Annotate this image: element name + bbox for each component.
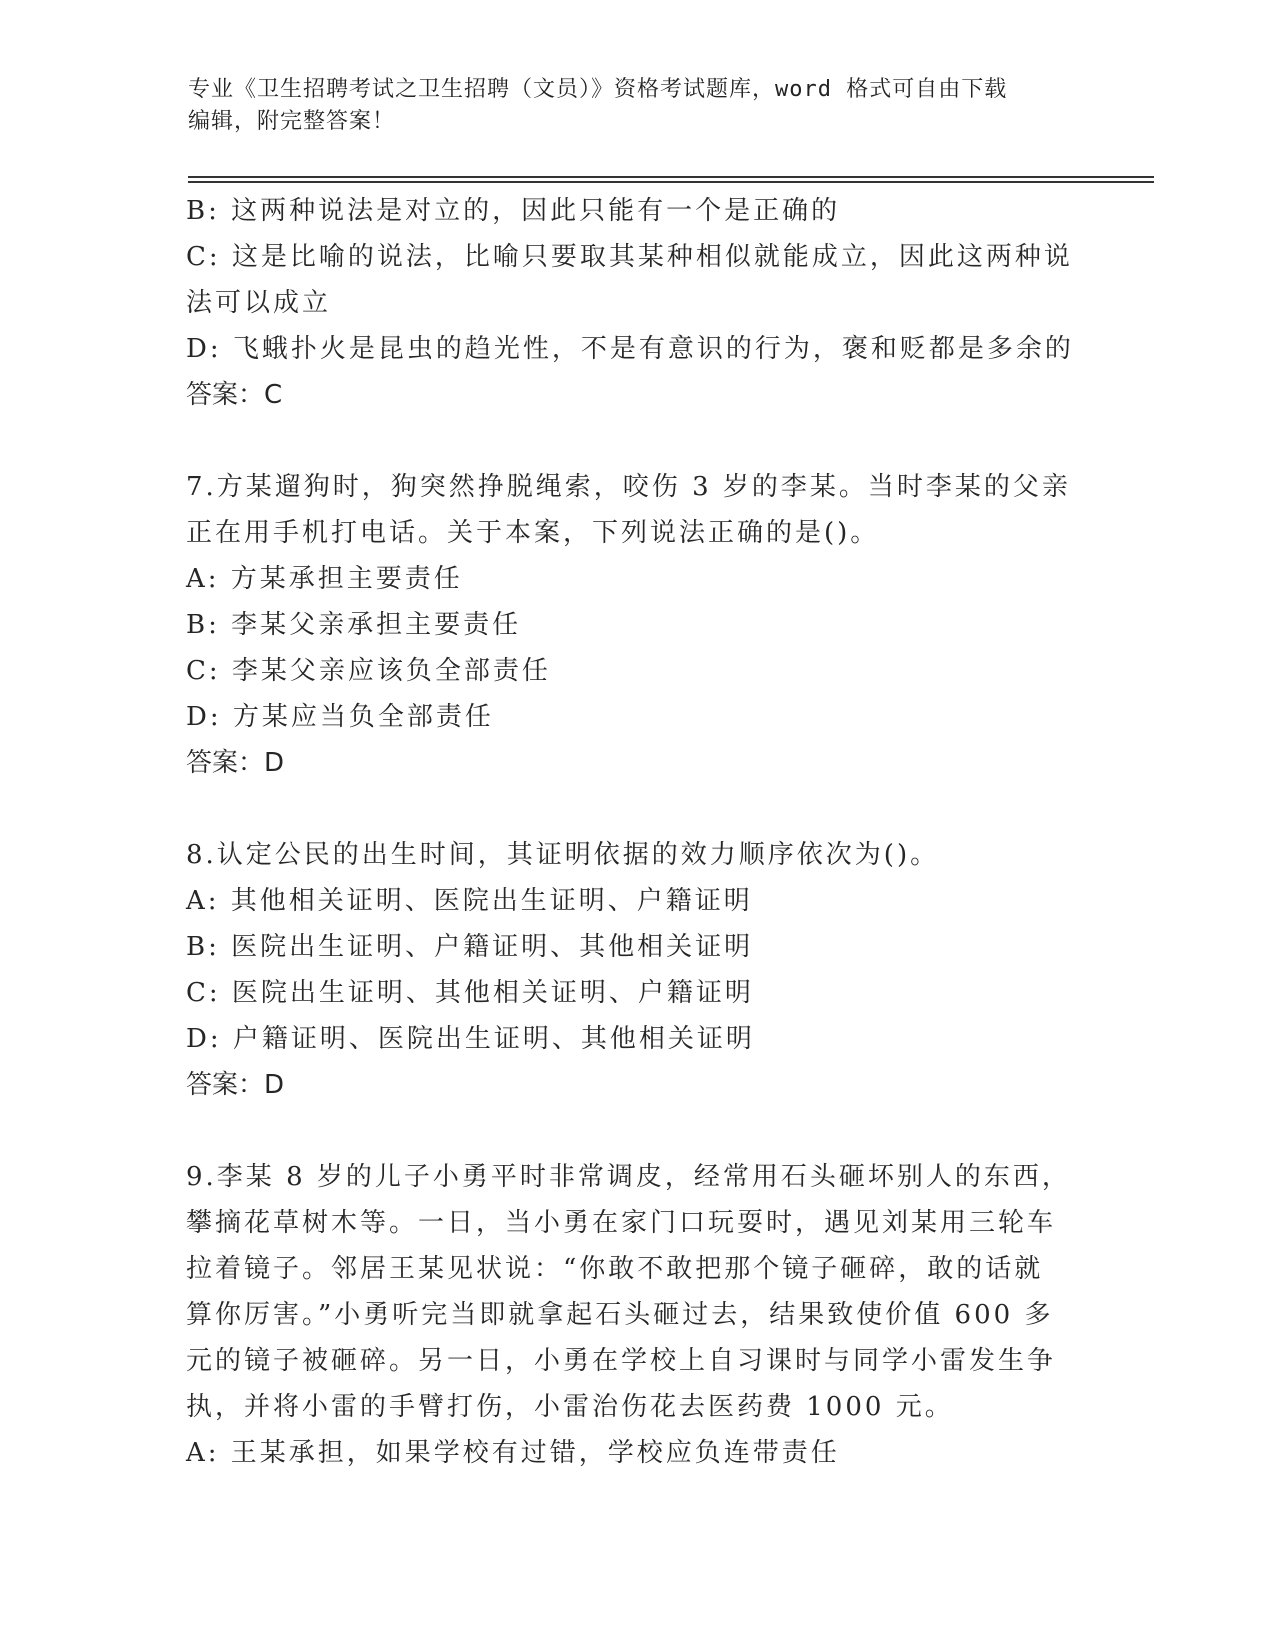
q9-stem-line-3: 拉着镜子。邻居王某见状说：“你敢不敢把那个镜子砸碎，敢的话就 (186, 1254, 1044, 1284)
header-rule-bottom (188, 181, 1154, 183)
document-header (188, 74, 1088, 138)
q9-stem-line-6: 执，并将小雷的手臂打伤，小雷治伤花去医药费 1000 元。 (186, 1392, 954, 1422)
q9-stem-line-4: 算你厉害。”小勇听完当即就拿起石头砸过去，结果致使价值 600 多 (186, 1300, 1054, 1330)
question-6 (186, 188, 1086, 418)
spacer (186, 1108, 1086, 1154)
question-content (186, 188, 1086, 1476)
q8-option-c: C: 医院出生证明、其他相关证明、户籍证明 (186, 978, 754, 1008)
q7-option-b: B: 李某父亲承担主要责任 (186, 610, 522, 640)
q7-answer: 答案：D (186, 748, 285, 778)
q7-option-c: C: 李某父亲应该负全部责任 (186, 656, 551, 686)
question-9 (186, 1154, 1086, 1476)
q7-option-a: A: 方某承担主要责任 (186, 564, 463, 594)
q8-answer: 答案：D (186, 1070, 285, 1100)
header-line-1: 专业《卫生招聘考试之卫生招聘（文员）》资格考试题库，word 格式可自由下载 (188, 77, 1008, 102)
q9-stem-line-2: 攀摘花草树木等。一日，当小勇在家门口玩耍时，遇见刘某用三轮车 (186, 1208, 1057, 1238)
header-rule-top (188, 176, 1154, 178)
q6-option-c-line-1: C: 这是比喻的说法，比喻只要取其某种相似就能成立，因此这两种说 (186, 242, 1073, 272)
q6-option-c-line-2: 法可以成立 (186, 288, 332, 318)
q9-option-a: A: 王某承担，如果学校有过错，学校应负连带责任 (186, 1438, 840, 1468)
q8-option-a: A: 其他相关证明、医院出生证明、户籍证明 (186, 886, 753, 916)
q8-option-d: D: 户籍证明、医院出生证明、其他相关证明 (186, 1024, 755, 1054)
q6-option-b: B: 这两种说法是对立的，因此只能有一个是正确的 (186, 196, 841, 226)
question-8 (186, 832, 1086, 1108)
spacer (186, 786, 1086, 832)
spacer (186, 418, 1086, 464)
q9-stem-line-1: 9.李某 8 岁的儿子小勇平时非常调皮，经常用石头砸坏别人的东西， (186, 1162, 1071, 1192)
question-7 (186, 464, 1086, 786)
q6-answer: 答案：C (186, 380, 283, 410)
header-line-2: 编辑，附完整答案！ (188, 109, 396, 134)
q6-option-d: D: 飞蛾扑火是昆虫的趋光性，不是有意识的行为，褒和贬都是多余的 (186, 334, 1074, 364)
q8-option-b: B: 医院出生证明、户籍证明、其他相关证明 (186, 932, 754, 962)
q9-stem-line-5: 元的镜子被砸碎。另一日，小勇在学校上自习课时与同学小雷发生争 (186, 1346, 1057, 1376)
q7-stem-line-2: 正在用手机打电话。关于本案，下列说法正确的是()。 (186, 518, 880, 548)
q7-option-d: D: 方某应当负全部责任 (186, 702, 494, 732)
q7-stem-line-1: 7.方某遛狗时，狗突然挣脱绳索，咬伤 3 岁的李某。当时李某的父亲 (186, 472, 1071, 502)
q8-stem: 8.认定公民的出生时间，其证明依据的效力顺序依次为()。 (186, 840, 940, 870)
